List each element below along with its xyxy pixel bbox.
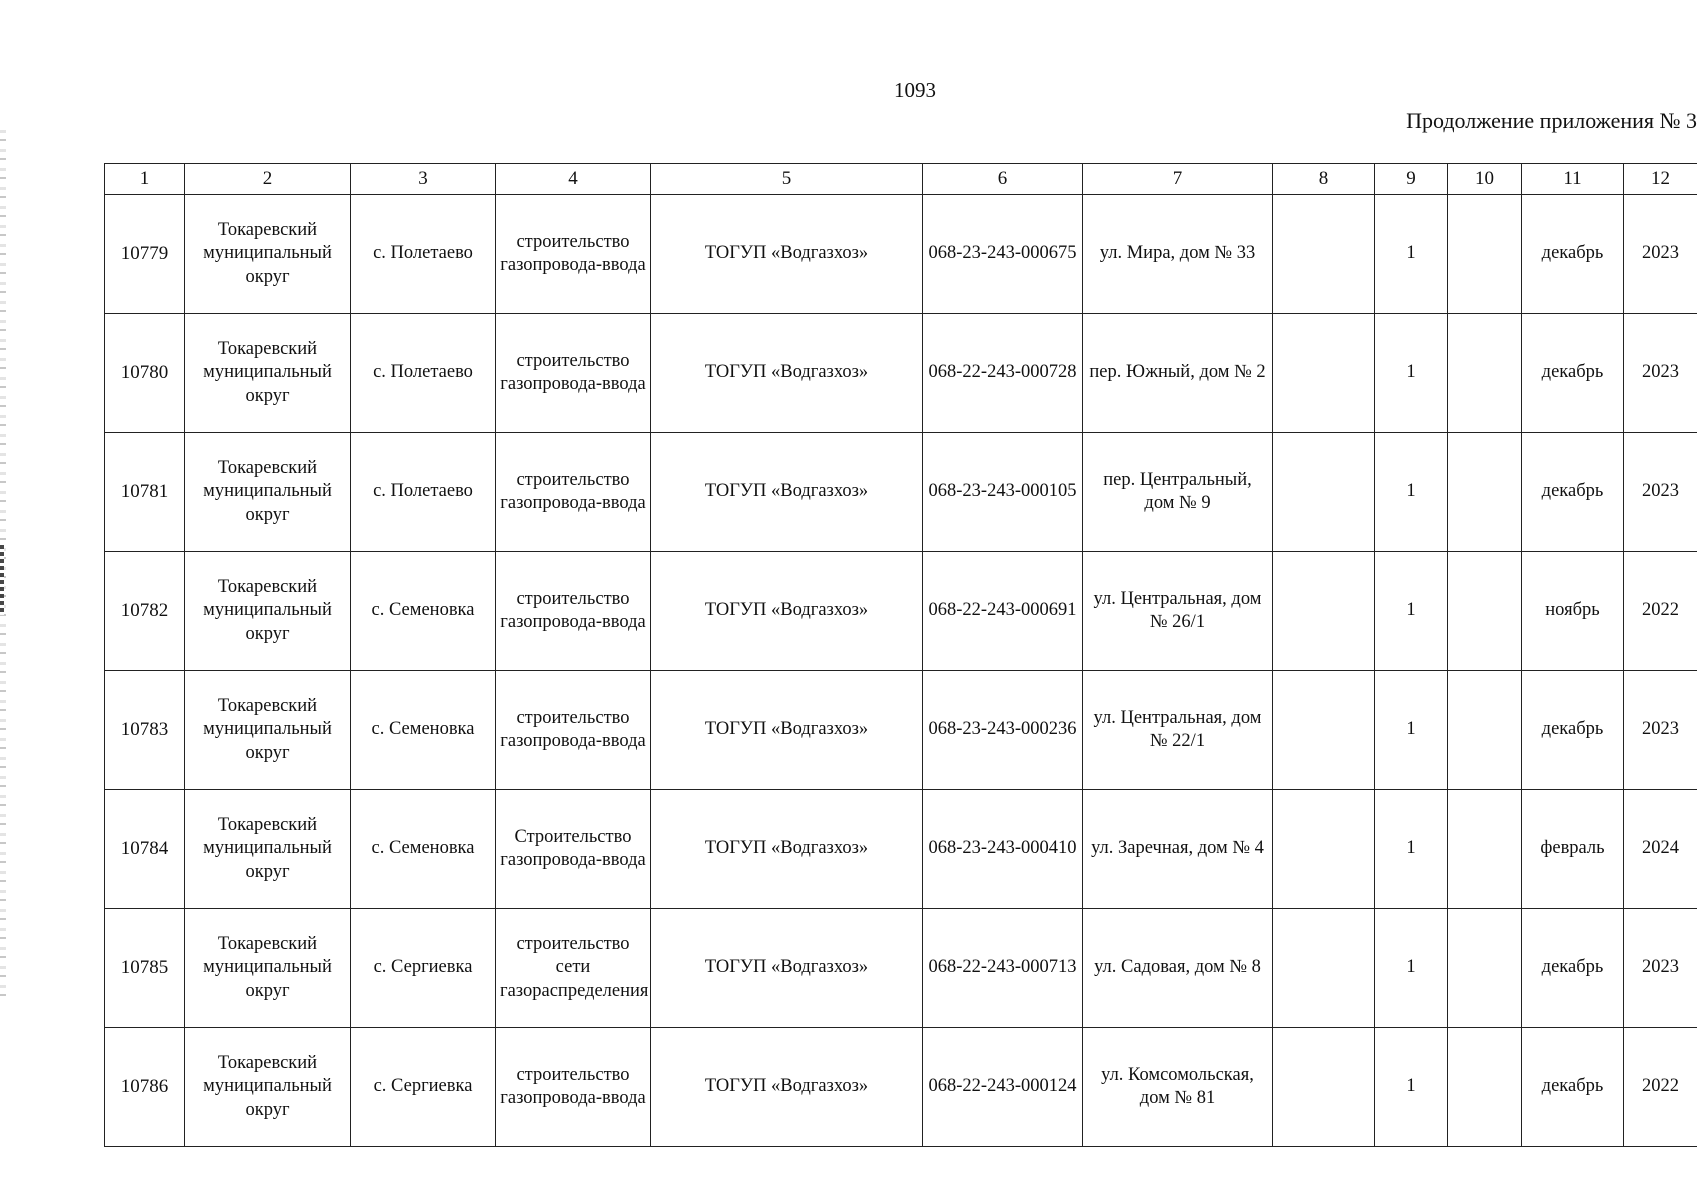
organization-cell: ТОГУП «Водгазхоз» bbox=[651, 552, 923, 671]
district-cell: Токаревский муниципальный округ bbox=[185, 790, 351, 909]
work-type-cell: строительство сети газораспределения bbox=[496, 909, 651, 1028]
object-code-cell: 068-23-243-000236 bbox=[923, 671, 1083, 790]
month-cell: декабрь bbox=[1522, 433, 1624, 552]
organization-cell: ТОГУП «Водгазхоз» bbox=[651, 1028, 923, 1147]
address-cell: пер. Центральный, дом № 9 bbox=[1083, 433, 1273, 552]
settlement-cell: с. Семеновка bbox=[351, 552, 496, 671]
month-cell: февраль bbox=[1522, 790, 1624, 909]
column-header: 5 bbox=[651, 164, 923, 195]
work-type-cell: строительство газопровода-ввода bbox=[496, 552, 651, 671]
object-code-cell: 068-23-243-000410 bbox=[923, 790, 1083, 909]
entry-number: 10786 bbox=[105, 1028, 185, 1147]
quantity-cell: 1 bbox=[1375, 790, 1448, 909]
district-cell: Токаревский муниципальный округ bbox=[185, 433, 351, 552]
quantity-cell: 1 bbox=[1375, 671, 1448, 790]
address-cell: ул. Мира, дом № 33 bbox=[1083, 195, 1273, 314]
column-header: 8 bbox=[1273, 164, 1375, 195]
quantity-cell: 1 bbox=[1375, 552, 1448, 671]
organization-cell: ТОГУП «Водгазхоз» bbox=[651, 909, 923, 1028]
address-cell: ул. Садовая, дом № 8 bbox=[1083, 909, 1273, 1028]
object-code-cell: 068-22-243-000124 bbox=[923, 1028, 1083, 1147]
column-10-cell bbox=[1448, 314, 1522, 433]
organization-cell: ТОГУП «Водгазхоз» bbox=[651, 671, 923, 790]
district-cell: Токаревский муниципальный округ bbox=[185, 671, 351, 790]
column-header: 9 bbox=[1375, 164, 1448, 195]
entry-number: 10781 bbox=[105, 433, 185, 552]
column-header: 7 bbox=[1083, 164, 1273, 195]
year-cell: 2024 bbox=[1624, 790, 1697, 909]
month-cell: декабрь bbox=[1522, 909, 1624, 1028]
address-cell: ул. Заречная, дом № 4 bbox=[1083, 790, 1273, 909]
table-row bbox=[105, 1028, 1697, 1147]
table-row bbox=[105, 195, 1697, 314]
entry-number: 10780 bbox=[105, 314, 185, 433]
settlement-cell: с. Полетаево bbox=[351, 195, 496, 314]
table-row bbox=[105, 314, 1697, 433]
settlement-cell: с. Сергиевка bbox=[351, 1028, 496, 1147]
address-cell: ул. Центральная, дом № 22/1 bbox=[1083, 671, 1273, 790]
district-cell: Токаревский муниципальный округ bbox=[185, 552, 351, 671]
year-cell: 2023 bbox=[1624, 195, 1697, 314]
appendix-caption: Продолжение приложения № 3 bbox=[1406, 108, 1697, 133]
object-code-cell: 068-22-243-000691 bbox=[923, 552, 1083, 671]
column-header: 4 bbox=[496, 164, 651, 195]
table-row bbox=[105, 671, 1697, 790]
organization-cell: ТОГУП «Водгазхоз» bbox=[651, 314, 923, 433]
column-8-cell bbox=[1273, 909, 1375, 1028]
column-8-cell bbox=[1273, 314, 1375, 433]
month-cell: декабрь bbox=[1522, 195, 1624, 314]
organization-cell: ТОГУП «Водгазхоз» bbox=[651, 195, 923, 314]
column-header: 10 bbox=[1448, 164, 1522, 195]
table-row bbox=[105, 909, 1697, 1028]
month-cell: декабрь bbox=[1522, 1028, 1624, 1147]
quantity-cell: 1 bbox=[1375, 314, 1448, 433]
quantity-cell: 1 bbox=[1375, 1028, 1448, 1147]
address-cell: ул. Центральная, дом № 26/1 bbox=[1083, 552, 1273, 671]
settlement-cell: с. Семеновка bbox=[351, 790, 496, 909]
column-10-cell bbox=[1448, 790, 1522, 909]
year-cell: 2023 bbox=[1624, 909, 1697, 1028]
column-8-cell bbox=[1273, 1028, 1375, 1147]
year-cell: 2022 bbox=[1624, 552, 1697, 671]
column-header: 3 bbox=[351, 164, 496, 195]
table-row bbox=[105, 433, 1697, 552]
settlement-cell: с. Полетаево bbox=[351, 433, 496, 552]
year-cell: 2023 bbox=[1624, 671, 1697, 790]
settlement-cell: с. Сергиевка bbox=[351, 909, 496, 1028]
object-code-cell: 068-23-243-000675 bbox=[923, 195, 1083, 314]
district-cell: Токаревский муниципальный округ bbox=[185, 909, 351, 1028]
column-10-cell bbox=[1448, 433, 1522, 552]
object-code-cell: 068-23-243-000105 bbox=[923, 433, 1083, 552]
address-cell: ул. Комсомольская, дом № 81 bbox=[1083, 1028, 1273, 1147]
column-8-cell bbox=[1273, 433, 1375, 552]
register-table bbox=[104, 163, 1697, 1147]
year-cell: 2022 bbox=[1624, 1028, 1697, 1147]
settlement-cell: с. Полетаево bbox=[351, 314, 496, 433]
column-10-cell bbox=[1448, 909, 1522, 1028]
quantity-cell: 1 bbox=[1375, 433, 1448, 552]
organization-cell: ТОГУП «Водгазхоз» bbox=[651, 790, 923, 909]
column-10-cell bbox=[1448, 552, 1522, 671]
page-number: 1093 bbox=[894, 78, 936, 102]
column-header: 12 bbox=[1624, 164, 1697, 195]
column-8-cell bbox=[1273, 790, 1375, 909]
district-cell: Токаревский муниципальный округ bbox=[185, 314, 351, 433]
entry-number: 10783 bbox=[105, 671, 185, 790]
settlement-cell: с. Семеновка bbox=[351, 671, 496, 790]
entry-number: 10785 bbox=[105, 909, 185, 1028]
quantity-cell: 1 bbox=[1375, 909, 1448, 1028]
year-cell: 2023 bbox=[1624, 433, 1697, 552]
column-10-cell bbox=[1448, 195, 1522, 314]
month-cell: декабрь bbox=[1522, 671, 1624, 790]
scan-edge-artifact bbox=[0, 545, 4, 615]
object-code-cell: 068-22-243-000728 bbox=[923, 314, 1083, 433]
work-type-cell: строительство газопровода-ввода bbox=[496, 314, 651, 433]
entry-number: 10784 bbox=[105, 790, 185, 909]
column-10-cell bbox=[1448, 671, 1522, 790]
quantity-cell: 1 bbox=[1375, 195, 1448, 314]
table-row bbox=[105, 552, 1697, 671]
entry-number: 10782 bbox=[105, 552, 185, 671]
entry-number: 10779 bbox=[105, 195, 185, 314]
district-cell: Токаревский муниципальный округ bbox=[185, 195, 351, 314]
year-cell: 2023 bbox=[1624, 314, 1697, 433]
work-type-cell: строительство газопровода-ввода bbox=[496, 433, 651, 552]
work-type-cell: строительство газопровода-ввода bbox=[496, 195, 651, 314]
district-cell: Токаревский муниципальный округ bbox=[185, 1028, 351, 1147]
work-type-cell: строительство газопровода-ввода bbox=[496, 1028, 651, 1147]
organization-cell: ТОГУП «Водгазхоз» bbox=[651, 433, 923, 552]
object-code-cell: 068-22-243-000713 bbox=[923, 909, 1083, 1028]
column-header: 11 bbox=[1522, 164, 1624, 195]
column-8-cell bbox=[1273, 552, 1375, 671]
month-cell: декабрь bbox=[1522, 314, 1624, 433]
column-8-cell bbox=[1273, 195, 1375, 314]
column-number-row bbox=[105, 164, 1697, 195]
column-header: 1 bbox=[105, 164, 185, 195]
work-type-cell: строительство газопровода-ввода bbox=[496, 671, 651, 790]
month-cell: ноябрь bbox=[1522, 552, 1624, 671]
table-body bbox=[105, 195, 1697, 1147]
table-row bbox=[105, 790, 1697, 909]
column-header: 6 bbox=[923, 164, 1083, 195]
column-header: 2 bbox=[185, 164, 351, 195]
column-10-cell bbox=[1448, 1028, 1522, 1147]
address-cell: пер. Южный, дом № 2 bbox=[1083, 314, 1273, 433]
work-type-cell: Строительство газопровода-ввода bbox=[496, 790, 651, 909]
column-8-cell bbox=[1273, 671, 1375, 790]
